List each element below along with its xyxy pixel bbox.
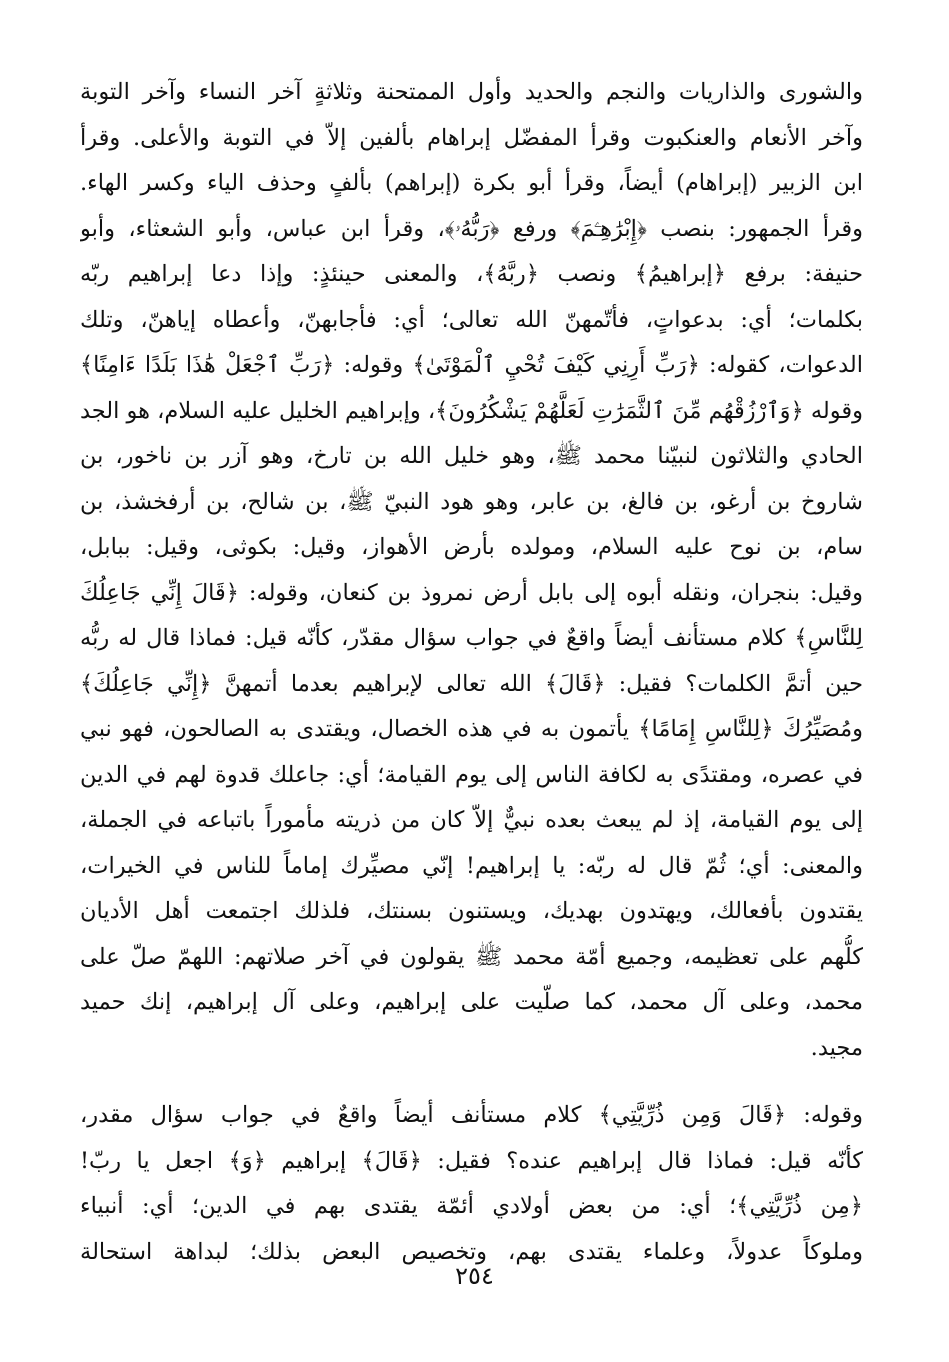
- text-line: حين أتمَّ الكلمات؟ فقيل: ﴿قَالَ﴾ الله تعالى لإبراهيم بعدما أتمهنَّ ﴿إِنِّي جَاعِلُكَ﴾: [80, 670, 863, 697]
- text-line: شاروخ بن أرغو، بن فالغ، بن عابر، وهو هود النبيّ ﷺ، بن شالح، بن أرفخشذ، بن: [80, 488, 863, 515]
- paragraph-gap: [80, 1071, 863, 1093]
- text-line: والمعنى: أي؛ ثُمّ قال له ربّه: يا إبراهيم! إنّي مصيِّرك إماماً للناس في الخيرات،: [80, 852, 863, 879]
- text-line: وملوكاً عدولاً، وعلماء يقتدى بهم، وتخصيص البعض بذلك؛ لبداهة استحالة: [80, 1238, 863, 1265]
- text-line: لِلنَّاسِ﴾ كلام مستأنف أيضاً واقعٌ في جواب سؤال مقدّر، كأنّه قيل: فماذا قال له ربُّه: [80, 625, 863, 651]
- text-line: وقوله: ﴿قَالَ وَمِن ذُرِّيَّتِي﴾ كلام مستأنف أيضاً واقعٌ في جواب سؤال مقدر،: [80, 1102, 863, 1128]
- text-line: بكلمات؛ أي: بدعواتٍ، فأتّمهنّ الله تعالى؛ أي: فأجابهنّ، وأعطاه إياهنّ، وتلك: [80, 306, 863, 333]
- paragraph-1: [80, 70, 863, 1071]
- text-line: الدعوات، كقوله: ﴿رَبِّ أَرِنِي كَيْفَ تُحْيِ ٱلْمَوْتَىٰ﴾ وقوله: ﴿رَبِّ ٱجْعَلْ هَٰذَا بَلَدًا ءَامِنًا﴾: [80, 352, 863, 378]
- text-line: مجيد.: [810, 1034, 863, 1061]
- text-line: ﴿مِن ذُرِّيَّتِي﴾؛ أي: من بعض أولادي أئمّة يقتدى بهم في الدين؛ أي: أنبياء: [80, 1193, 863, 1219]
- text-line: والشورى والذاريات والنجم والحديد وأول الممتحنة وثلاثةٍ آخر النساء وآخر التوبة: [80, 79, 863, 105]
- text-line: محمد، وعلى آل محمد، كما صلّيت على إبراهيم، وعلى آل إبراهيم، إنك حميد: [80, 989, 863, 1015]
- text-line: في عصره، ومقتدًى به لكافة الناس إلى يوم القيامة؛ أي: جاعلك قدوة لهم في الدين: [80, 761, 863, 788]
- paragraph-2: [80, 1093, 863, 1275]
- page-number: ٢٥٤: [455, 1262, 494, 1290]
- text-line: ابن الزبير (إبراهام) أيضاً، وقرأ أبو بكرة (إبراهم) بألفٍ وحذف الياء وكسر الهاء.: [80, 170, 863, 196]
- text-line: كلُّهم على تعظيمه، وجميع أمّة محمد ﷺ يقولون في آخر صلاتهم: اللهمّ صلّ على: [80, 943, 863, 970]
- text-line: وآخر الأنعام والعنكبوت وقرأ المفضّل إبراهام بألفين إلاّ في التوبة والأعلى. وقرأ: [80, 124, 863, 151]
- text-line: وقرأ الجمهور: بنصب ﴿إِبْرَٰهِـۧمَ﴾ ورفع ﴿رَبُّهُۥ﴾، وقرأ ابن عباس، وأبو الشعثاء، وأبو: [80, 215, 863, 242]
- text-line: وقوله ﴿وَٱرْزُقْهُم مِّنَ ٱلثَّمَرَٰتِ لَعَلَّهُمْ يَشْكُرُونَ﴾، وإبراهيم الخليل عليه السلام، هو الجد: [80, 397, 863, 424]
- text-line: الحادي والثلاثون لنبيّنا محمد ﷺ، وهو خليل الله بن تارخ، وهو آزر بن ناخور، بن: [80, 443, 863, 469]
- text-line: وقيل: بنجران، ونقله أبوه إلى بابل أرض نمروذ بن كنعان، وقوله: ﴿قَالَ إِنِّي جَاعِلُكَ: [80, 579, 863, 606]
- text-line: كأنّه قيل: فماذا قال إبراهيم عنده؟ فقيل: ﴿قَالَ﴾ إبراهيم ﴿وَ﴾ اجعل يا ربّ!: [80, 1147, 863, 1174]
- text-line: سام، بن نوح عليه السلام، ومولده بأرض الأهواز، وقيل: بكوثى، وقيل: ببابل،: [80, 534, 863, 560]
- text-line: ومُصَيِّرُكَ ﴿لِلنَّاسِ إِمَامًا﴾ يأتمون به في هذه الخصال، ويقتدى به الصالحون، فهو نبي: [80, 716, 863, 742]
- text-line: حنيفة: برفع ﴿إبراهيمُ﴾ ونصب ﴿ربَّهُ﴾، والمعنى حينئذٍ: وإذا دعا إبراهيم ربّه: [80, 261, 863, 287]
- text-line: يقتدون بأفعالك، ويهتدون بهديك، ويستنون بسنتك، فلذلك اجتمعت أهل الأديان: [80, 898, 863, 924]
- text-line: إلى يوم القيامة، إذ لم يبعث بعده نبيٌّ إلاّ كان من ذريته مأموراً باتباعه في الجملة،: [80, 807, 863, 833]
- body-text: [80, 70, 863, 1275]
